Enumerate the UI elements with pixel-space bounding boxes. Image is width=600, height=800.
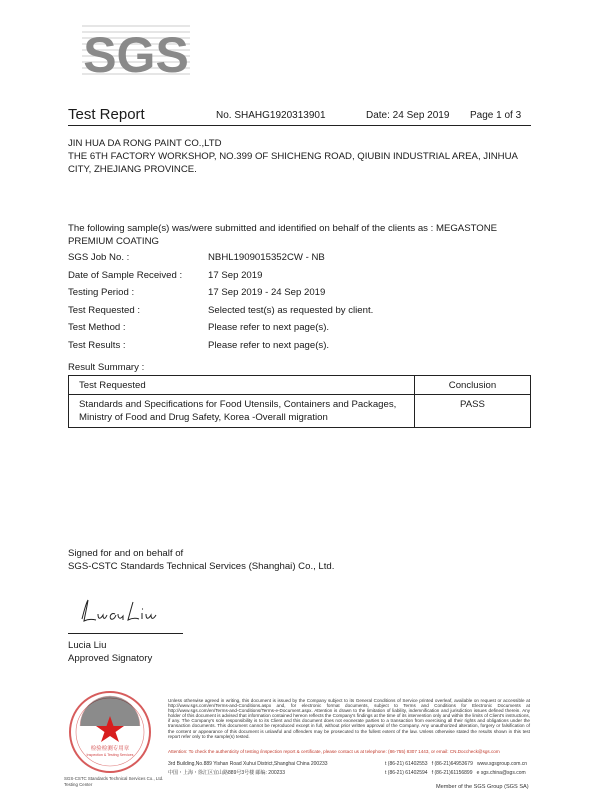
signed-line-1: Signed for and on behalf of bbox=[68, 548, 184, 559]
signatory-block bbox=[68, 639, 152, 665]
signatory-name: Lucia Liu bbox=[68, 640, 107, 651]
column-header-conclusion: Conclusion bbox=[415, 376, 531, 395]
field-label: Date of Sample Received : bbox=[68, 269, 183, 281]
field-value: Please refer to next page(s). bbox=[208, 322, 330, 334]
tel-1: t (86-21) 61402553 bbox=[385, 761, 428, 767]
seal-center-en: Inspection & Testing Services bbox=[86, 753, 134, 757]
field-row bbox=[68, 304, 530, 322]
handwritten-signature bbox=[76, 597, 176, 627]
signed-line-2: SGS-CSTC Standards Technical Services (Shanghai) Co., Ltd. bbox=[68, 561, 335, 572]
field-value: Please refer to next page(s). bbox=[208, 339, 330, 351]
test-requested-cell: Standards and Specifications for Food Utensils, Containers and Packages, Ministry of Food and Drug Safety, Korea -Overall migration bbox=[69, 395, 415, 428]
seal-bottom-text: SGS-CSTC Standards Technical Services Co., Ltd. Testing Center bbox=[64, 776, 164, 787]
field-label: Test Results : bbox=[68, 339, 126, 351]
address-cn: 中国・上海・徐汇区宜山路889号3号楼 邮编: 200233 bbox=[168, 770, 285, 776]
contact-row-2 bbox=[385, 770, 526, 777]
column-header-test: Test Requested bbox=[69, 376, 415, 395]
field-label: Test Method : bbox=[68, 322, 126, 334]
signature-line bbox=[68, 633, 183, 634]
client-block bbox=[68, 137, 530, 176]
report-title: Test Report bbox=[68, 106, 145, 123]
field-value: NBHL1909015352CW - NB bbox=[208, 252, 325, 263]
tel-2: t (86-21) 61402594 bbox=[385, 770, 428, 776]
signatory-title: Approved Signatory bbox=[68, 653, 153, 664]
member-of-sgs: Member of the SGS Group (SGS SA) bbox=[436, 784, 529, 790]
fax-1: f (86-21)64953679 bbox=[431, 761, 473, 767]
address-en: 3rd Building,No.889 Yishan Road Xuhui District,Shanghai China 200233 bbox=[168, 761, 328, 767]
conclusion-cell: PASS bbox=[415, 395, 531, 428]
address-row-cn bbox=[168, 770, 285, 777]
report-fields bbox=[68, 251, 530, 357]
field-label: SGS Job No. : bbox=[68, 252, 130, 263]
address-row-en bbox=[168, 761, 328, 768]
logo-text: SGS bbox=[83, 27, 189, 83]
signed-on-behalf bbox=[68, 547, 334, 573]
report-date: Date: 24 Sep 2019 bbox=[366, 110, 450, 121]
field-row bbox=[68, 321, 530, 339]
seal-center-cn: 检验检测专用章 bbox=[90, 746, 130, 752]
field-row bbox=[68, 251, 530, 269]
field-row bbox=[68, 269, 530, 287]
sample-intro: The following sample(s) was/were submitted and identified on behalf of the clients as : MEGASTONE PREMIUM COATING bbox=[68, 223, 498, 247]
report-number: No. SHAHG1920313901 bbox=[216, 110, 326, 121]
field-value: 17 Sep 2019 - 24 Sep 2019 bbox=[208, 287, 326, 299]
email: e sgs.china@sgs.com bbox=[476, 770, 526, 776]
result-summary-table bbox=[68, 375, 531, 428]
fax-2: f (86-21)61156899 bbox=[431, 770, 473, 776]
sgs-logo bbox=[82, 20, 190, 84]
field-label: Test Requested : bbox=[68, 304, 140, 316]
legal-disclaimer: Unless otherwise agreed in writing, this document is issued by the Company subject to its General Conditions of Service printed overleaf, available on request or accessible at http://www.sgs.com/en/Terms-and-Conditions.aspx and, for electronic format documents, subject to Terms and Conditions for Electronic Documents at http://www.sgs.com/en/Terms-and-Conditions/Terms-e-Document.aspx. Attention is drawn to the limitation of liability, indemnification and jurisdiction issues defined therein. Any holder of this document is advised that information contained hereon reflects the Company's findings at the time of its intervention only and within the limits of Client's instructions, if any. The Company's sole responsibility is to its Client and this document does not exonerate parties to a transaction from exercising all their rights and obligations under the transaction documents. This document cannot be reproduced except in full, without prior written approval of the Company. Any unauthorized alteration, forgery or falsification of the content or appearance of this document is unlawful and offenders may be prosecuted to the fullest extent of the law. Unless otherwise stated the results shown in this test report refer only to the sample(s) tested. bbox=[168, 698, 530, 739]
field-row bbox=[68, 286, 530, 304]
field-row bbox=[68, 339, 530, 357]
client-name: JIN HUA DA RONG PAINT CO.,LTD bbox=[68, 138, 222, 149]
result-summary-label: Result Summary : bbox=[68, 362, 145, 373]
table-header-row bbox=[69, 376, 531, 395]
official-seal bbox=[68, 690, 152, 774]
field-value: 17 Sep 2019 bbox=[208, 269, 263, 281]
client-address: THE 6TH FACTORY WORKSHOP, NO.399 OF SHICHENG ROAD, QIUBIN INDUSTRIAL AREA, JINHUA CITY, ZHEJIANG PROVINCE. bbox=[68, 151, 518, 175]
website: www.sgsgroup.com.cn bbox=[477, 761, 528, 767]
table-row bbox=[69, 395, 531, 428]
header-divider bbox=[68, 125, 531, 126]
contact-row-1 bbox=[385, 761, 527, 768]
field-value: Selected test(s) as requested by client. bbox=[208, 304, 374, 316]
page-indicator: Page 1 of 3 bbox=[470, 110, 522, 121]
authenticity-notice: Attention: To check the authenticity of testing /inspection report & certificate, please contact us at telephone: (86-755) 8307 1443, or email: CN.Doccheck@sgs.com bbox=[168, 749, 500, 754]
field-label: Testing Period : bbox=[68, 287, 135, 299]
